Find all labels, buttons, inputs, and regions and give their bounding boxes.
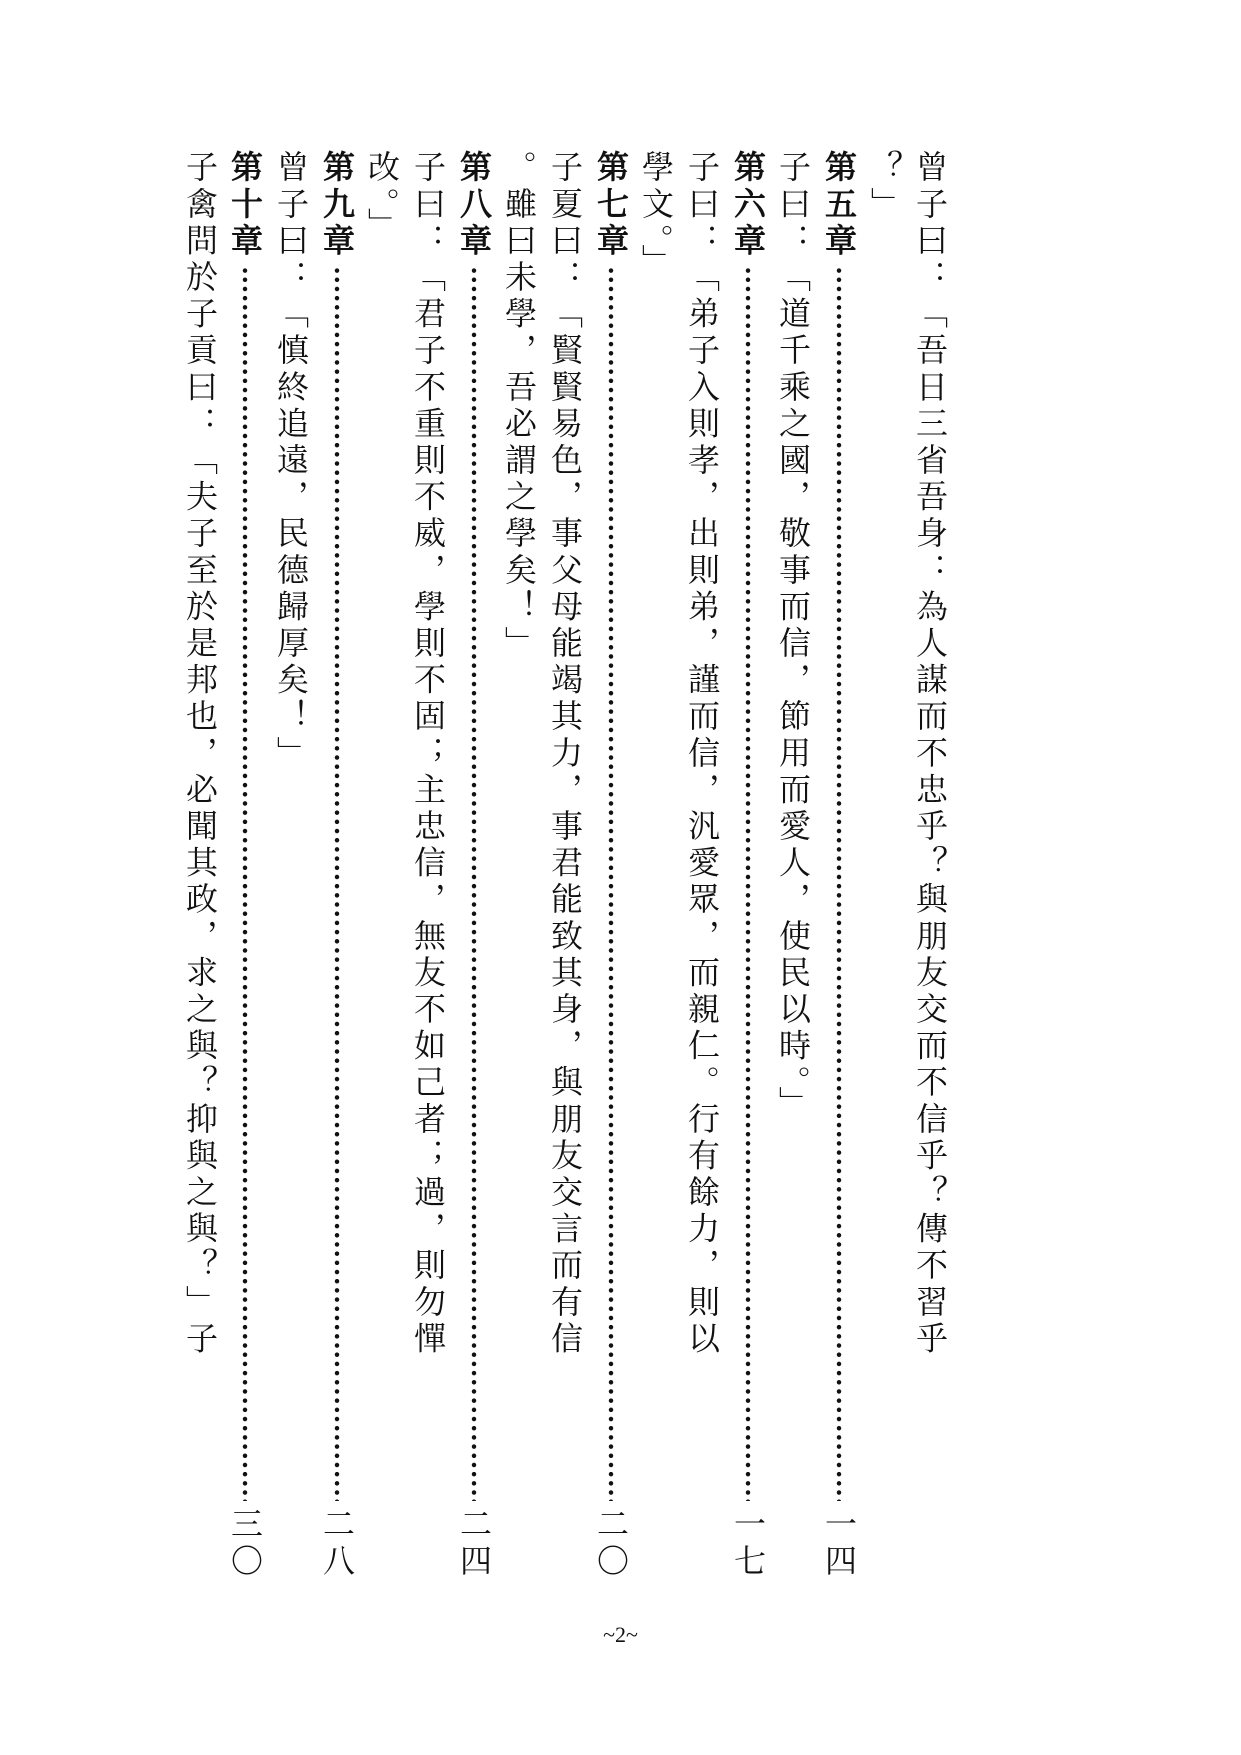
chapter-page-number: 二〇 bbox=[592, 1506, 630, 1580]
page-number-footer: ~2~ bbox=[603, 1622, 638, 1647]
text-column-17: 子禽問於子貢曰：「夫子至於是邦也，必聞其政，求之與？抑與之與？」子 bbox=[181, 150, 219, 1358]
text-column-6: 子曰：「弟子入則孝，出則弟，謹而信，汎愛眾，而親仁。行有餘力，則以 bbox=[683, 150, 721, 1358]
chapter-page-number: 二八 bbox=[318, 1506, 356, 1580]
text-column-10: 。雖曰未學，吾必謂之學矣！」 bbox=[500, 150, 538, 663]
chapter-label: 第七章 bbox=[592, 150, 630, 260]
text-column-2: ？」 bbox=[866, 150, 904, 224]
text-column-12: 子曰：「君子不重則不威，學則不固；主忠信，無友不如己者；過，則勿憚 bbox=[409, 150, 447, 1358]
chapter-page-number: 三〇 bbox=[226, 1506, 264, 1580]
chapter-label: 第十章 bbox=[226, 150, 264, 260]
chapter-page-number: 一四 bbox=[820, 1506, 858, 1580]
chapter-page-number: 二四 bbox=[455, 1506, 493, 1580]
chapter-page-number: 一七 bbox=[729, 1506, 767, 1580]
text-column-9: 子夏曰：「賢賢易色，事父母能竭其力，事君能致其身，與朋友交言而有信 bbox=[546, 150, 584, 1358]
text-column-4: 子曰：「道千乘之國，敬事而信，節用而愛人，使民以時。」 bbox=[774, 150, 812, 1123]
text-column-7: 學文。」 bbox=[637, 150, 675, 281]
text-column-13: 改。」 bbox=[363, 150, 401, 244]
chapter-label: 第五章 bbox=[820, 150, 858, 260]
text-column-15: 曾子曰：「慎終追遠，民德歸厚矣！」 bbox=[272, 150, 310, 773]
text-column-1: 曾子曰：「吾日三省吾身：為人謀而不忠乎？與朋友交而不信乎？傳不習乎 bbox=[911, 150, 949, 1358]
chapter-label: 第八章 bbox=[455, 150, 493, 260]
chapter-label: 第九章 bbox=[318, 150, 356, 260]
chapter-label: 第六章 bbox=[729, 150, 767, 260]
